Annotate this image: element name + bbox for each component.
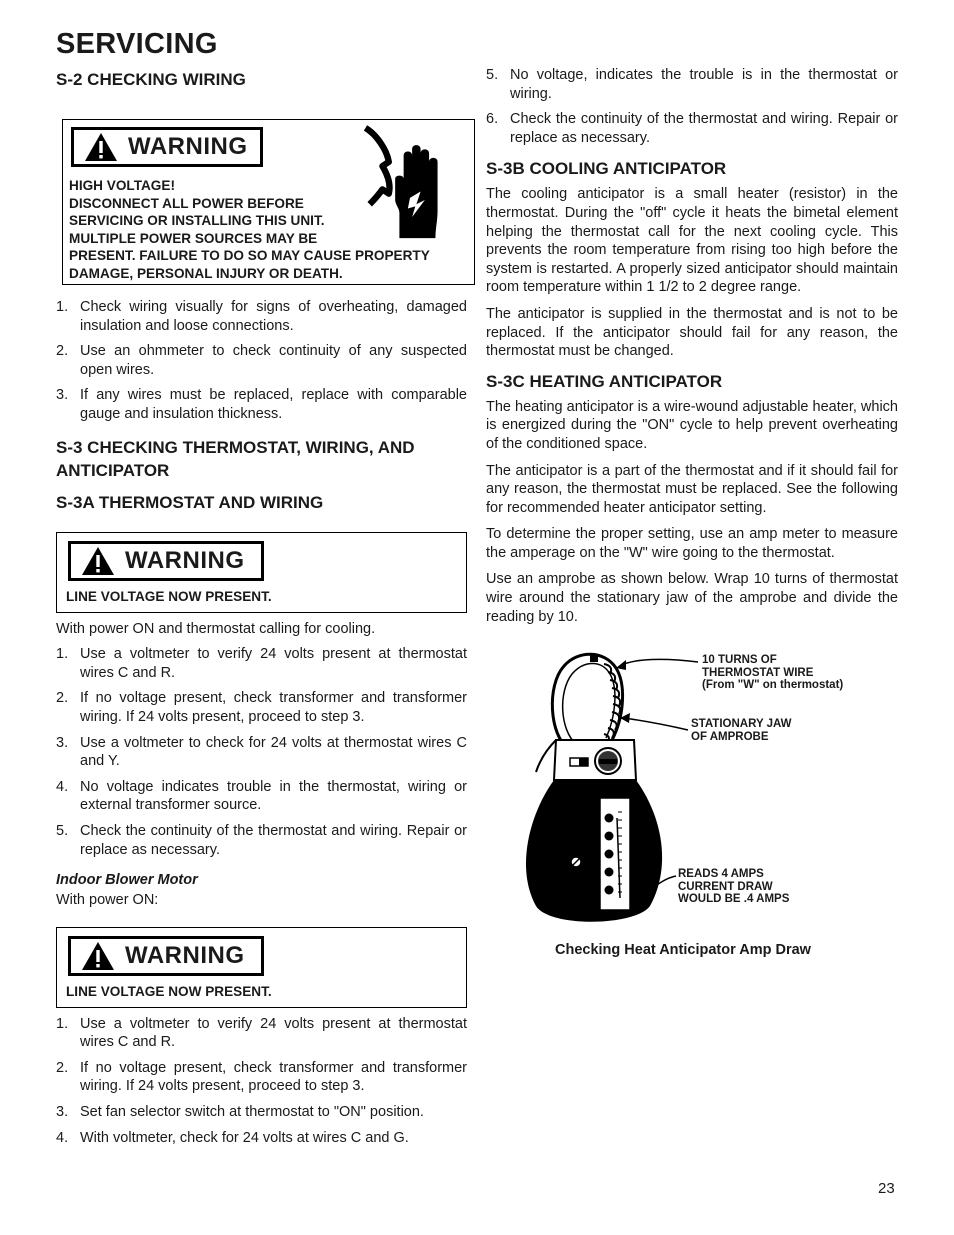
- blower-steps: [56, 1015, 467, 1148]
- callout-thermostat-wire-turns: 10 TURNS OF THERMOSTAT WIRE (From "W" on thermostat): [702, 654, 844, 691]
- s3c-heading: S-3C HEATING ANTICIPATOR: [486, 371, 723, 391]
- s2-warning-message: HIGH VOLTAGE! DISCONNECT ALL POWER BEFORE SERVICING OR INSTALLING THIS UNIT. MULTIPLE POWER SOURCES MAY BE PRESENT. FAILURE TO DO SO MAY CAUSE PROPERTY DAMAGE, PERSONAL INJURY OR DEATH.: [69, 178, 430, 281]
- s2-steps: [56, 298, 467, 424]
- blower-warning-badge: [68, 936, 264, 976]
- s3b-paragraph: The cooling anticipator is a small heater (resistor) in the thermostat. During the "off" cycle it heats the bimetal element helping the thermostat call for the next cooling cycle. This prevents the room temperature from rising too high before the system is restarted. A properly sized anticipator should maintain room temperature within 1 1/2 to 2 degree range.: [486, 186, 898, 296]
- s3a-warning-badge: [68, 541, 264, 581]
- s3a-warning-box: [56, 532, 467, 613]
- s3b-paragraph: The anticipator is supplied in the thermostat and is not to be replaced. If the anticipator should fail for any reason, the thermostat must be changed.: [486, 305, 898, 360]
- list-item: 1. Check wiring visually for signs of overheating, damaged insulation and loose connections.: [56, 299, 467, 334]
- s3c-paragraph: The anticipator is a part of the thermostat and if it should fail for any reason, the thermostat must be replaced. See the following for recommended heater anticipator setting.: [486, 462, 898, 516]
- s2-warning-badge: [71, 127, 263, 167]
- list-item: 3. Set fan selector switch at thermostat to "ON" position.: [56, 1104, 424, 1121]
- list-item: 2. If no voltage present, check transformer and transformer wiring. If 24 volts present, proceed to step 3.: [56, 1059, 467, 1095]
- s2-warning-label: WARNING: [128, 133, 248, 160]
- list-item: 6. Check the continuity of the thermostat and wiring. Repair or replace as necessary.: [486, 111, 898, 146]
- list-item: 3. Use a voltmeter to check for 24 volts at thermostat wires C and Y.: [56, 734, 467, 770]
- list-item: 1. Use a voltmeter to verify 24 volts present at thermostat wires C and R.: [56, 1015, 467, 1051]
- list-item: 3. If any wires must be replaced, replace with comparable gauge and insulation thickness.: [56, 387, 467, 422]
- list-item: 2. If no voltage present, check transformer and transformer wiring. If 24 volts present, proceed to step 3.: [56, 690, 467, 725]
- blower-warning-label: WARNING: [125, 941, 245, 969]
- list-item: 2. Use an ohmmeter to check continuity of any suspected open wires.: [56, 343, 467, 378]
- s3a-intro: With power ON and thermostat calling for cooling.: [56, 620, 376, 637]
- s3a-steps: [56, 645, 467, 859]
- list-item: 4. No voltage indicates trouble in the thermostat, wiring or external transformer source.: [56, 778, 467, 814]
- s3c-paragraph: The heating anticipator is a wire-wound adjustable heater, which is energized during the "ON" cycle to help prevent overheating of the conditioned space.: [486, 398, 898, 452]
- left-column: [56, 66, 467, 1154]
- callout-stationary-jaw: STATIONARY JAW OF AMPROBE: [691, 718, 792, 743]
- s3c-paragraph: Use an amprobe as shown below. Wrap 10 turns of thermostat wire around the stationary jaw of the amprobe and divide the reading by 10.: [486, 571, 898, 625]
- right-column: [486, 66, 898, 626]
- s3a-heading: S-3A THERMOSTAT AND WIRING: [56, 492, 324, 512]
- s2-warning-box: [62, 119, 475, 285]
- warning-triangle-icon: [81, 546, 115, 576]
- s3a-continued-steps: [486, 66, 898, 147]
- s3a-warning-message: LINE VOLTAGE NOW PRESENT.: [66, 588, 272, 604]
- blower-warning-message: LINE VOLTAGE NOW PRESENT.: [66, 983, 272, 999]
- warning-triangle-icon: [84, 132, 118, 162]
- list-item: 5. Check the continuity of the thermostat and wiring. Repair or replace as necessary.: [56, 822, 467, 858]
- callout-reading: READS 4 AMPS CURRENT DRAW WOULD BE .4 AMPS: [678, 868, 790, 905]
- blower-intro: With power ON:: [56, 892, 159, 909]
- list-item: 5. No voltage, indicates the trouble is in the thermostat or wiring.: [486, 67, 898, 102]
- warning-triangle-icon: [81, 941, 115, 971]
- page-title: SERVICING: [56, 28, 218, 60]
- list-item: 1. Use a voltmeter to verify 24 volts present at thermostat wires C and R.: [56, 646, 467, 681]
- s2-heading: S-2 CHECKING WIRING: [56, 70, 246, 89]
- s3b-heading: S-3B COOLING ANTICIPATOR: [486, 159, 727, 179]
- figure-caption: Checking Heat Anticipator Amp Draw: [555, 942, 811, 958]
- list-item: 4. With voltmeter, check for 24 volts at wires C and G.: [56, 1129, 409, 1146]
- s3a-warning-label: WARNING: [125, 546, 245, 574]
- s3-heading: S-3 CHECKING THERMOSTAT, WIRING, AND ANTICIPATOR: [56, 437, 415, 480]
- blower-warning-box: [56, 927, 467, 1008]
- blower-heading: Indoor Blower Motor: [56, 872, 198, 889]
- page-number: 23: [878, 1180, 895, 1197]
- s3c-paragraph: To determine the proper setting, use an amp meter to measure the amperage on the "W" wire going to the thermostat.: [486, 526, 898, 561]
